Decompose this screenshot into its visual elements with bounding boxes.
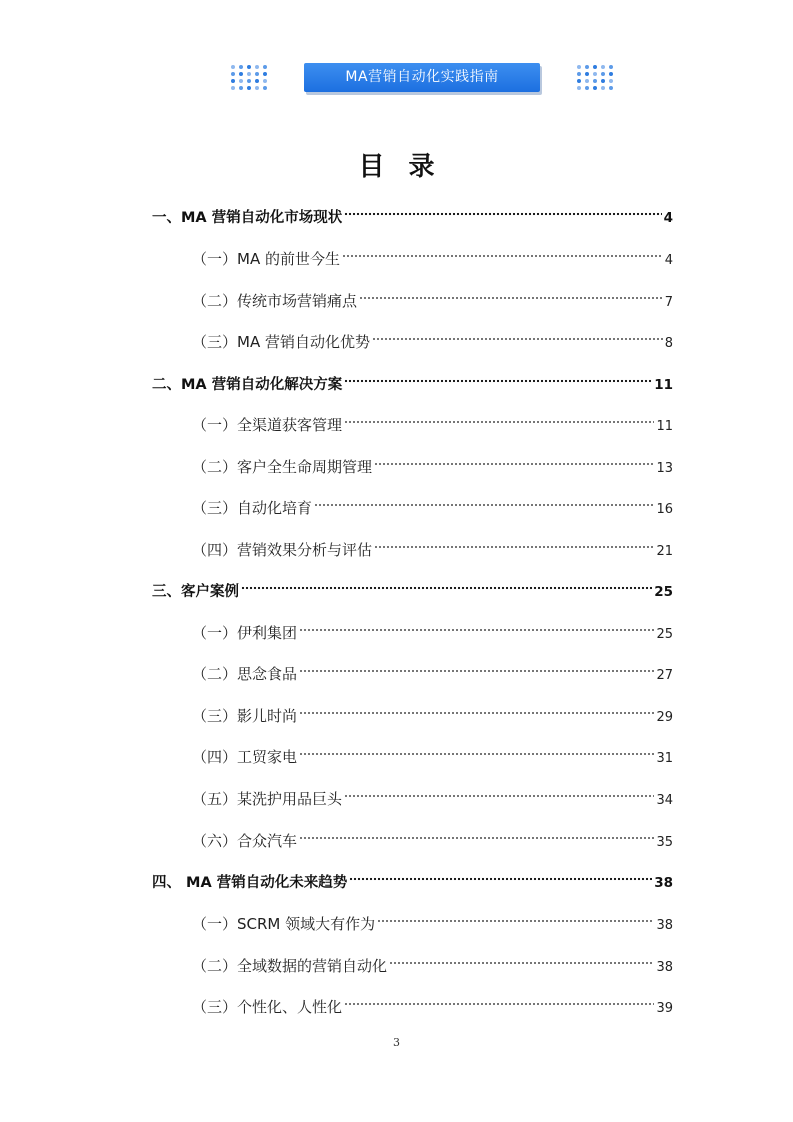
toc-entry-label: 一、MA 营销自动化市场现状 [152,210,343,226]
toc-entry-page-number: 4 [663,210,673,226]
decorative-dot-grid-left [231,65,267,91]
toc-section-entry[interactable] [192,402,673,434]
toc-entry-page-number: 11 [654,377,673,393]
decorative-dot [247,86,251,90]
dot-leader [299,651,654,679]
toc-entry-label: 四、 MA 营销自动化未来趋势 [152,875,348,891]
toc-entry-page-number: 38 [656,960,673,975]
decorative-dot [601,72,605,76]
dot-leader [314,485,654,513]
decorative-dot [263,79,267,83]
decorative-dot [239,72,243,76]
decorative-dot [263,72,267,76]
toc-entry-label: （二）传统市场营销痛点 [192,292,358,310]
decorative-dot [601,65,605,69]
dot-leader [299,610,654,638]
decorative-dot [585,65,589,69]
dot-leader [389,943,654,971]
decorative-dot [239,79,243,83]
toc-section-entry[interactable] [192,651,673,683]
decorative-dot [585,72,589,76]
toc-section-entry[interactable] [192,236,673,268]
toc-entry-label: （三）MA 营销自动化优势 [192,333,370,351]
toc-entry-label: （三）影儿时尚 [192,707,298,725]
document-header [0,62,793,94]
toc-entry-page-number: 11 [656,419,673,434]
decorative-dot [593,72,597,76]
toc-entry-page-number: 8 [664,336,673,351]
decorative-dot [585,86,589,90]
decorative-dot [609,72,613,76]
decorative-dot [231,79,235,83]
decorative-dot [263,86,267,90]
toc-section-entry[interactable] [192,776,673,808]
toc-section-entry[interactable] [192,734,673,766]
toc-section-entry[interactable] [192,943,673,975]
toc-entry-page-number: 21 [656,544,673,559]
toc-entry-page-number: 38 [656,918,673,933]
toc-entry-label: （二）客户全生命周期管理 [192,458,373,476]
decorative-dot [593,65,597,69]
dot-leader [299,734,654,762]
decorative-dot [609,79,613,83]
header-banner-text: MA营销自动化实践指南 [345,69,499,85]
toc-entry-label: 二、MA 营销自动化解决方案 [152,377,343,393]
dot-leader [377,901,654,929]
toc-chapter-entry[interactable] [152,361,673,393]
dot-leader [241,568,652,596]
decorative-dot [577,86,581,90]
decorative-dot [263,65,267,69]
toc-section-entry[interactable] [192,818,673,850]
toc-entry-label: （一）SCRM 领域大有作为 [192,915,376,933]
toc-entry-label: 三、客户案例 [152,584,239,600]
decorative-dot [247,72,251,76]
decorative-dot [609,86,613,90]
decorative-dot [593,79,597,83]
decorative-dot [231,72,235,76]
toc-entry-page-number: 38 [654,875,673,891]
toc-entry-page-number: 34 [656,793,673,808]
toc-section-entry[interactable] [192,610,673,642]
decorative-dot [577,72,581,76]
toc-section-entry[interactable] [192,527,673,559]
decorative-dot [601,86,605,90]
toc-entry-label: （四）工贸家电 [192,748,298,766]
toc-section-entry[interactable] [192,278,673,310]
dot-leader [349,859,652,887]
dot-leader [344,984,654,1012]
dot-leader [344,776,654,804]
dot-leader [344,402,654,430]
toc-entry-page-number: 25 [656,627,673,642]
toc-entry-page-number: 4 [664,253,673,268]
toc-section-entry[interactable] [192,901,673,933]
dot-leader [342,236,663,264]
toc-entry-label: （四）营销效果分析与评估 [192,541,373,559]
toc-chapter-entry[interactable] [152,568,673,600]
toc-entry-label: （五）某洗护用品巨头 [192,790,343,808]
toc-section-entry[interactable] [192,485,673,517]
decorative-dot [247,79,251,83]
dot-leader [344,194,661,222]
toc-chapter-entry[interactable] [152,859,673,891]
dot-leader [374,444,654,472]
toc-entry-label: （一）MA 的前世今生 [192,250,340,268]
dot-leader [374,527,654,555]
decorative-dot [231,86,235,90]
decorative-dot [255,86,259,90]
toc-section-entry[interactable] [192,984,673,1016]
decorative-dot [247,65,251,69]
decorative-dot [577,79,581,83]
toc-entry-page-number: 35 [656,835,673,850]
decorative-dot [255,79,259,83]
page-number: 3 [393,1036,400,1049]
decorative-dot [577,65,581,69]
toc-entry-label: （二）全域数据的营销自动化 [192,957,388,975]
decorative-dot [239,65,243,69]
decorative-dot [593,86,597,90]
decorative-dot [255,72,259,76]
header-banner [304,63,540,92]
toc-entry-label: （二）思念食品 [192,665,298,683]
toc-entry-label: （三）个性化、人性化 [192,998,343,1016]
dot-leader [299,818,654,846]
toc-entry-label: （一）伊利集团 [192,624,298,642]
dot-leader [372,319,663,347]
toc-entry-page-number: 29 [656,710,673,725]
toc-section-entry[interactable] [192,693,673,725]
decorative-dot [231,65,235,69]
toc-entry-page-number: 13 [656,461,673,476]
toc-section-entry[interactable] [192,444,673,476]
toc-entry-page-number: 39 [656,1001,673,1016]
toc-entry-page-number: 7 [664,295,673,310]
decorative-dot [609,65,613,69]
toc-entry-label: （一）全渠道获客管理 [192,416,343,434]
toc-title: 目录 [358,152,459,182]
decorative-dot [601,79,605,83]
dot-leader [359,278,663,306]
toc-entry-label: （六）合众汽车 [192,832,298,850]
toc-entry-page-number: 25 [654,584,673,600]
decorative-dot [239,86,243,90]
toc-section-entry[interactable] [192,319,673,351]
toc-entry-label: （三）自动化培育 [192,499,313,517]
decorative-dot [585,79,589,83]
toc-entry-page-number: 16 [656,502,673,517]
toc-entry-page-number: 27 [656,668,673,683]
toc-entry-page-number: 31 [656,751,673,766]
decorative-dot-grid-right [577,65,613,91]
dot-leader [344,361,652,389]
dot-leader [299,693,654,721]
decorative-dot [255,65,259,69]
toc-chapter-entry[interactable] [152,194,673,226]
